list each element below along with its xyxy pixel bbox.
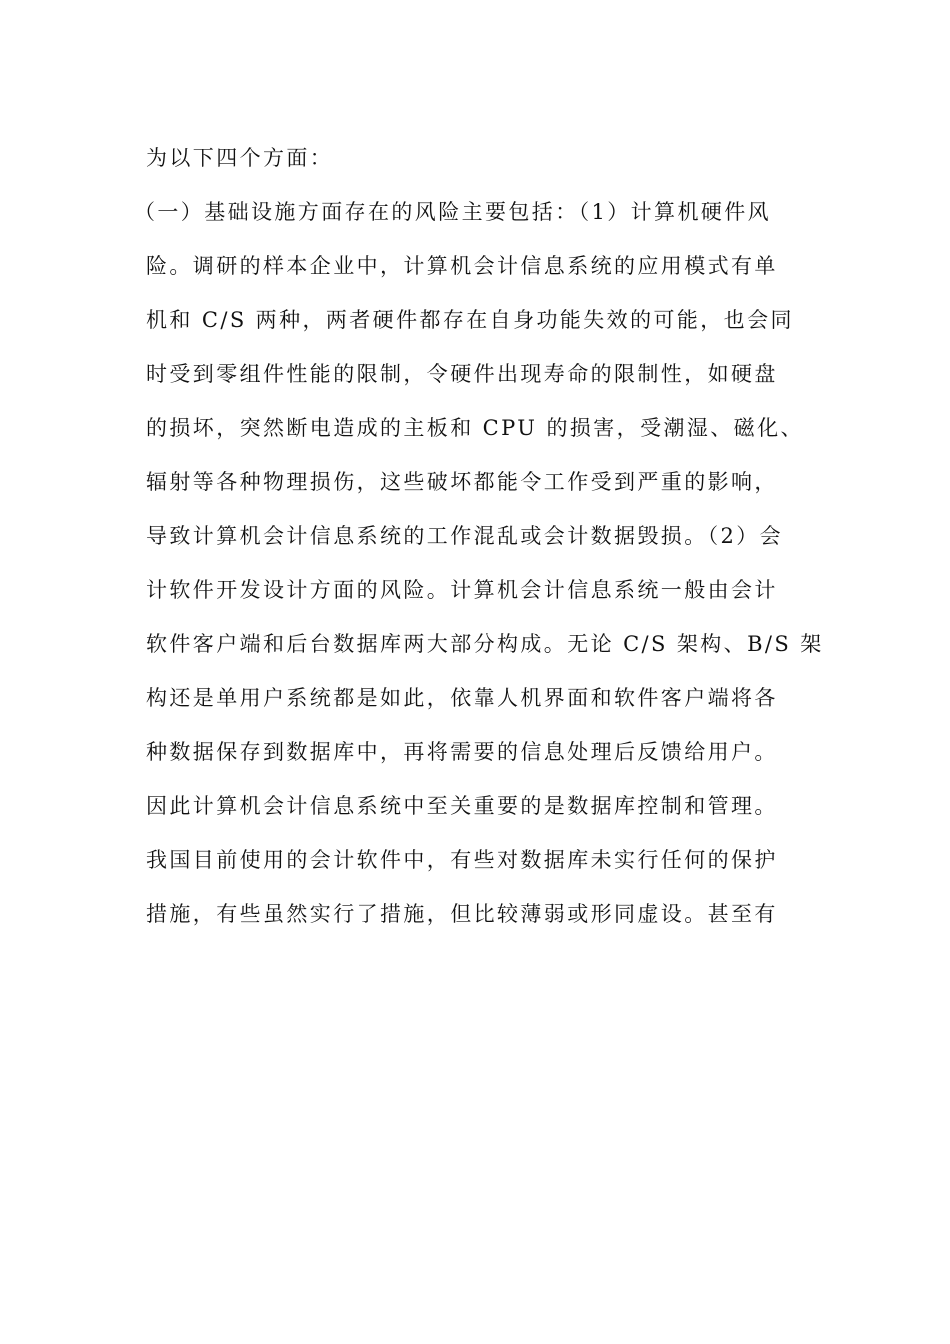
body-text: [134, 131, 824, 941]
text-line-10: 软件客户端和后台数据库两大部分构成。无论 C/S 架构、B/S 架: [146, 632, 824, 656]
text-line-3: 险。调研的样本企业中，计算机会计信息系统的应用模式有单: [146, 254, 778, 278]
text-line-7: 辐射等各种物理损伤，这些破坏都能令工作受到严重的影响，: [146, 470, 778, 494]
text-line-5: 时受到零组件性能的限制，令硬件出现寿命的限制性，如硬盘: [146, 362, 778, 386]
text-line-2: （一）基础设施方面存在的风险主要包括：（1）计算机硬件风: [134, 200, 772, 224]
text-line-4: 机和 C/S 两种，两者硬件都存在自身功能失效的可能，也会同: [146, 308, 794, 332]
text-line-14: 我国目前使用的会计软件中，有些对数据库未实行任何的保护: [146, 848, 778, 872]
text-line-1: 为以下四个方面：: [146, 146, 334, 170]
text-line-6: 的损坏，突然断电造成的主板和 CPU 的损害，受潮湿、磁化、: [146, 416, 804, 440]
text-line-11: 构还是单用户系统都是如此，依靠人机界面和软件客户端将各: [146, 686, 778, 710]
text-line-8: 导致计算机会计信息系统的工作混乱或会计数据毁损。（2）会: [146, 524, 784, 548]
text-line-13: 因此计算机会计信息系统中至关重要的是数据库控制和管理。: [146, 794, 778, 818]
text-line-12: 种数据保存到数据库中，再将需要的信息处理后反馈给用户。: [146, 740, 778, 764]
text-line-9: 计软件开发设计方面的风险。计算机会计信息系统一般由会计: [146, 578, 778, 602]
text-line-15: 措施，有些虽然实行了措施，但比较薄弱或形同虚设。甚至有: [146, 902, 778, 926]
